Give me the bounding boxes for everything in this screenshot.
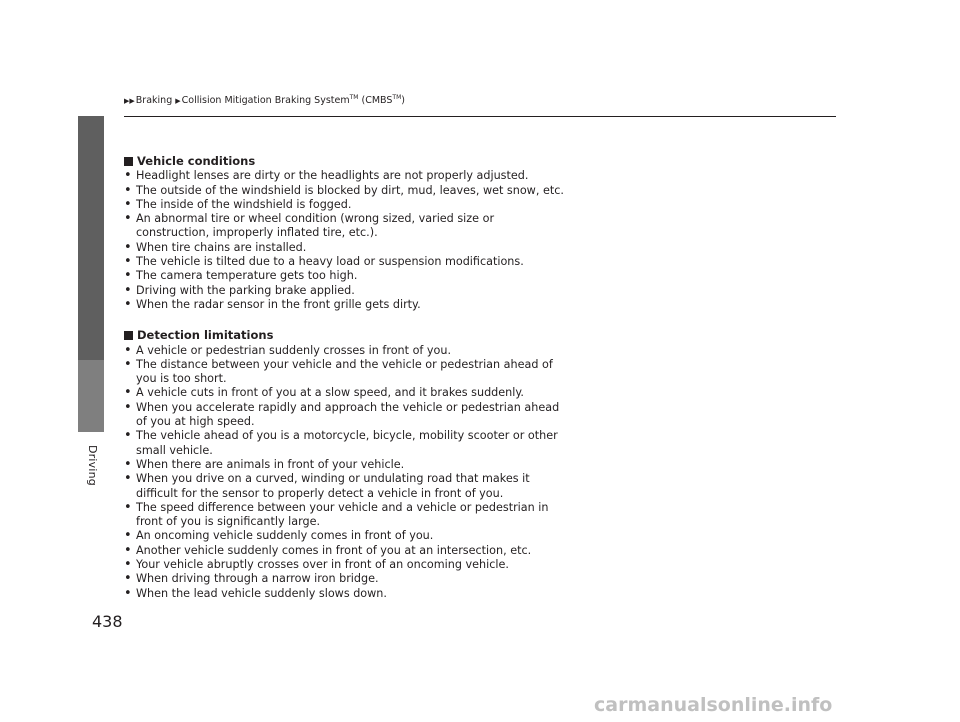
breadcrumb — [124, 94, 405, 106]
breadcrumb-item-cmbs-abbr: (CMBS — [361, 95, 393, 107]
list-item: • When tire chains are installed. — [124, 241, 564, 255]
chapter-tab[interactable] — [78, 360, 104, 432]
list-item: • Another vehicle suddenly comes in front of you at an intersection, etc. — [124, 544, 564, 558]
section-heading-text: Detection limitations — [137, 328, 274, 343]
breadcrumb-arrow-icon: ▶▶ — [124, 97, 135, 106]
list-item: • The camera temperature gets too high. — [124, 269, 564, 283]
list-item: • A vehicle or pedestrian suddenly crosses in front of you. — [124, 344, 564, 358]
vehicle-conditions-list — [124, 169, 564, 312]
chapter-tab-upper — [78, 116, 104, 360]
list-item: • An abnormal tire or wheel condition (wrong sized, varied size or construction, improperly inflated tire, etc.). — [124, 212, 564, 241]
breadcrumb-item-braking[interactable]: Braking — [135, 95, 173, 107]
list-item: • Your vehicle abruptly crosses over in front of an oncoming vehicle. — [124, 558, 564, 572]
list-item: • When the radar sensor in the front grille gets dirty. — [124, 298, 564, 312]
list-item: • An oncoming vehicle suddenly comes in front of you. — [124, 529, 564, 543]
header-divider — [124, 116, 836, 117]
detection-limitations-list — [124, 344, 564, 601]
list-item: • A vehicle cuts in front of you at a slow speed, and it brakes suddenly. — [124, 386, 564, 400]
list-item: • The distance between your vehicle and the vehicle or pedestrian ahead of you is too short. — [124, 358, 564, 387]
list-item: • The vehicle is tilted due to a heavy load or suspension modifications. — [124, 255, 564, 269]
list-item: • When you drive on a curved, winding or undulating road that makes it difficult for the sensor to properly detect a vehicle in front of you. — [124, 472, 564, 501]
list-item: • Headlight lenses are dirty or the headlights are not properly adjusted. — [124, 169, 564, 183]
breadcrumb-item-cmbs[interactable]: Collision Mitigation Braking System — [181, 95, 350, 107]
list-item: • The speed difference between your vehicle and a vehicle or pedestrian in front of you is significantly large. — [124, 501, 564, 530]
list-item: • When you accelerate rapidly and approach the vehicle or pedestrian ahead of you at high speed. — [124, 401, 564, 430]
list-item: • Driving with the parking brake applied. — [124, 284, 564, 298]
list-item: • When the lead vehicle suddenly slows down. — [124, 587, 564, 601]
section-heading-text: Vehicle conditions — [137, 154, 256, 168]
page-number: 438 — [92, 612, 123, 631]
list-item: • The vehicle ahead of you is a motorcycle, bicycle, mobility scooter or other small vehicle. — [124, 429, 564, 458]
breadcrumb-arrow-icon: ▶ — [175, 97, 181, 106]
list-item: • When driving through a narrow iron bridge. — [124, 572, 564, 586]
trademark-mark: TM — [349, 94, 359, 101]
chapter-tab-label: Driving — [86, 445, 99, 486]
list-item: • When there are animals in front of your vehicle. — [124, 458, 564, 472]
trademark-mark: TM — [392, 94, 402, 101]
square-bullet-icon — [124, 331, 133, 340]
list-item: • The outside of the windshield is blocked by dirt, mud, leaves, wet snow, etc. — [124, 184, 564, 198]
watermark: carmanualsonline.info — [594, 694, 833, 716]
list-item: • The inside of the windshield is fogged. — [124, 198, 564, 212]
main-content — [124, 154, 564, 601]
section-heading — [124, 328, 564, 342]
section-heading — [124, 154, 564, 168]
breadcrumb-paren: ) — [401, 95, 405, 107]
square-bullet-icon — [124, 157, 133, 166]
